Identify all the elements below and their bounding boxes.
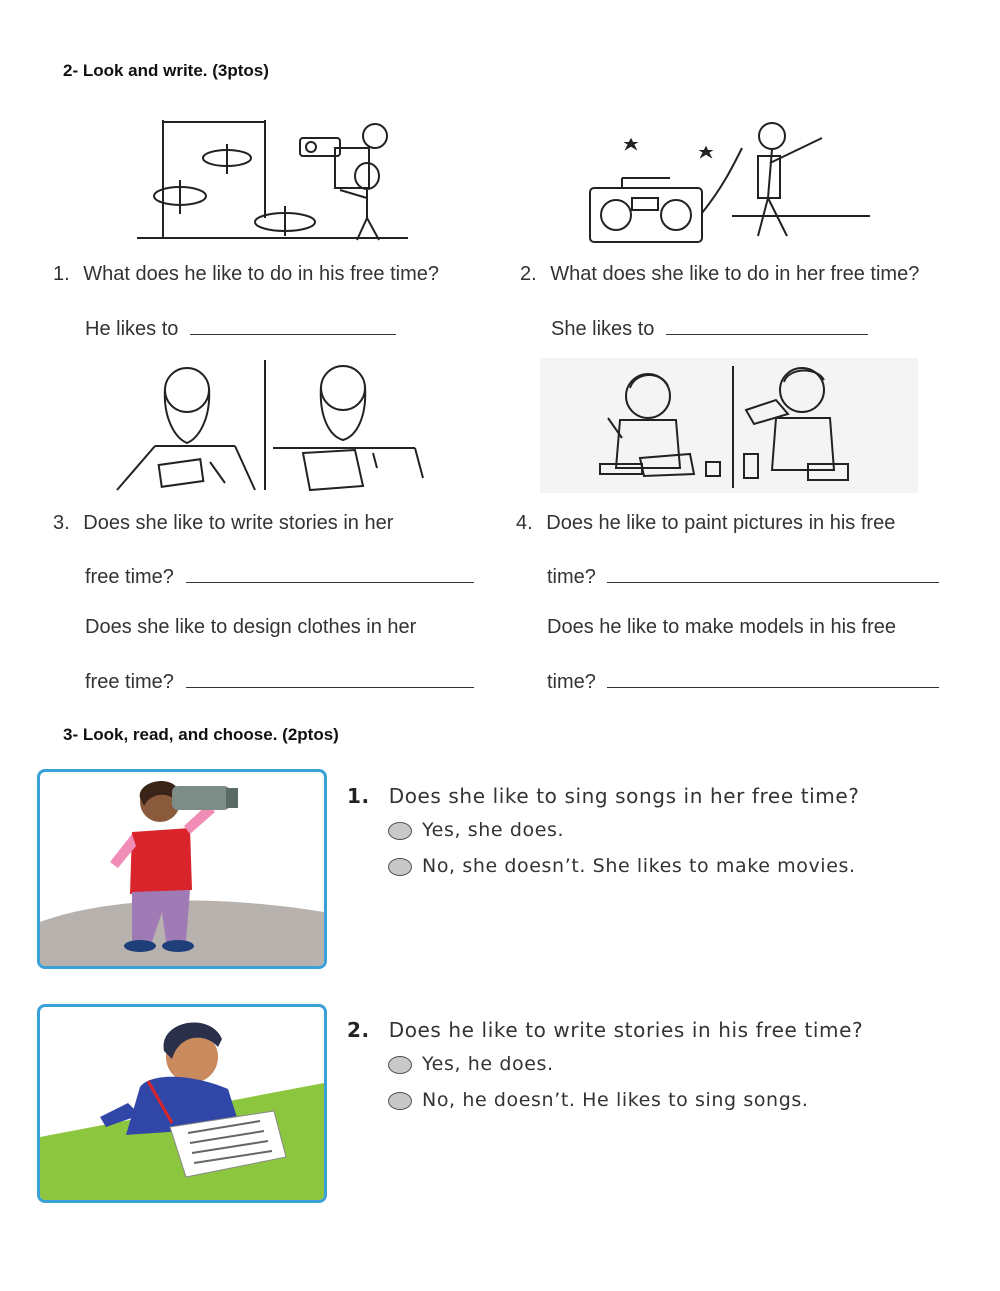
question-text-line2: time?: [547, 566, 596, 588]
answer-prefix: She likes to: [551, 318, 655, 340]
radio-button[interactable]: [388, 1092, 412, 1110]
mc-2-option-yes[interactable]: [388, 1053, 554, 1075]
section-3-title: 3- Look, read, and choose. (2ptos): [63, 725, 339, 744]
option-label: Yes, he does.: [422, 1053, 554, 1075]
boy-with-camera-and-planes-image: [135, 118, 410, 246]
girl-with-camera-image: [37, 769, 327, 969]
radio-button[interactable]: [388, 822, 412, 840]
question-1: [53, 263, 439, 286]
question-text: Does she like to sing songs in her free time?: [388, 784, 860, 808]
question-4-line3: Does he like to make models in his free: [547, 616, 897, 638]
mc-question-1: [347, 784, 860, 808]
question-4: [516, 512, 895, 535]
section-2-title: 2- Look and write. (3ptos): [63, 61, 269, 80]
question-number: 2.: [520, 263, 537, 285]
question-text-line4: free time?: [85, 671, 174, 693]
option-label: Yes, she does.: [422, 819, 565, 841]
question-text: Does he like to write stories in his free time?: [388, 1018, 864, 1042]
question-number: 4.: [516, 512, 533, 534]
boy-painting-and-modeling-image: [540, 358, 918, 493]
question-text-line4: time?: [547, 671, 596, 693]
question-text: What does she like to do in her free time?: [550, 263, 920, 285]
answer-blank[interactable]: [607, 564, 939, 583]
question-number: 1.: [347, 784, 370, 808]
girl-writing-and-designing-image: [115, 358, 425, 493]
question-number: 3.: [53, 512, 70, 534]
question-2: [520, 263, 919, 286]
mc-2-option-no[interactable]: [388, 1089, 809, 1111]
question-4-line4: [547, 669, 939, 694]
question-number: 2.: [347, 1018, 370, 1042]
radio-button[interactable]: [388, 1056, 412, 1074]
radio-button[interactable]: [388, 858, 412, 876]
question-4-line2: [547, 564, 939, 589]
question-3: [53, 512, 393, 535]
option-label: No, she doesn’t. She likes to make movies.: [422, 855, 856, 877]
question-text-line1: Does she like to write stories in her: [83, 512, 394, 534]
question-3-line2: [85, 564, 474, 589]
question-text: What does he like to do in his free time?: [83, 263, 439, 285]
question-text-line1: Does he like to paint pictures in his free: [546, 512, 896, 534]
question-text-line2: free time?: [85, 566, 174, 588]
answer-2: [551, 316, 868, 341]
answer-1: [85, 316, 396, 341]
answer-blank[interactable]: [666, 316, 868, 335]
option-label: No, he doesn’t. He likes to sing songs.: [422, 1089, 809, 1111]
mc-1-option-no[interactable]: [388, 855, 856, 877]
mc-1-option-yes[interactable]: [388, 819, 564, 841]
question-number: 1.: [53, 263, 70, 285]
question-3-line3: Does she like to design clothes in her: [85, 616, 417, 638]
mc-question-2: [347, 1018, 863, 1042]
answer-blank[interactable]: [186, 564, 474, 583]
boy-writing-image: [37, 1004, 327, 1203]
answer-prefix: He likes to: [85, 318, 179, 340]
answer-blank[interactable]: [190, 316, 396, 335]
girl-singing-with-radio-image: [582, 118, 872, 248]
answer-blank[interactable]: [607, 669, 939, 688]
answer-blank[interactable]: [186, 669, 474, 688]
question-3-line4: [85, 669, 474, 694]
